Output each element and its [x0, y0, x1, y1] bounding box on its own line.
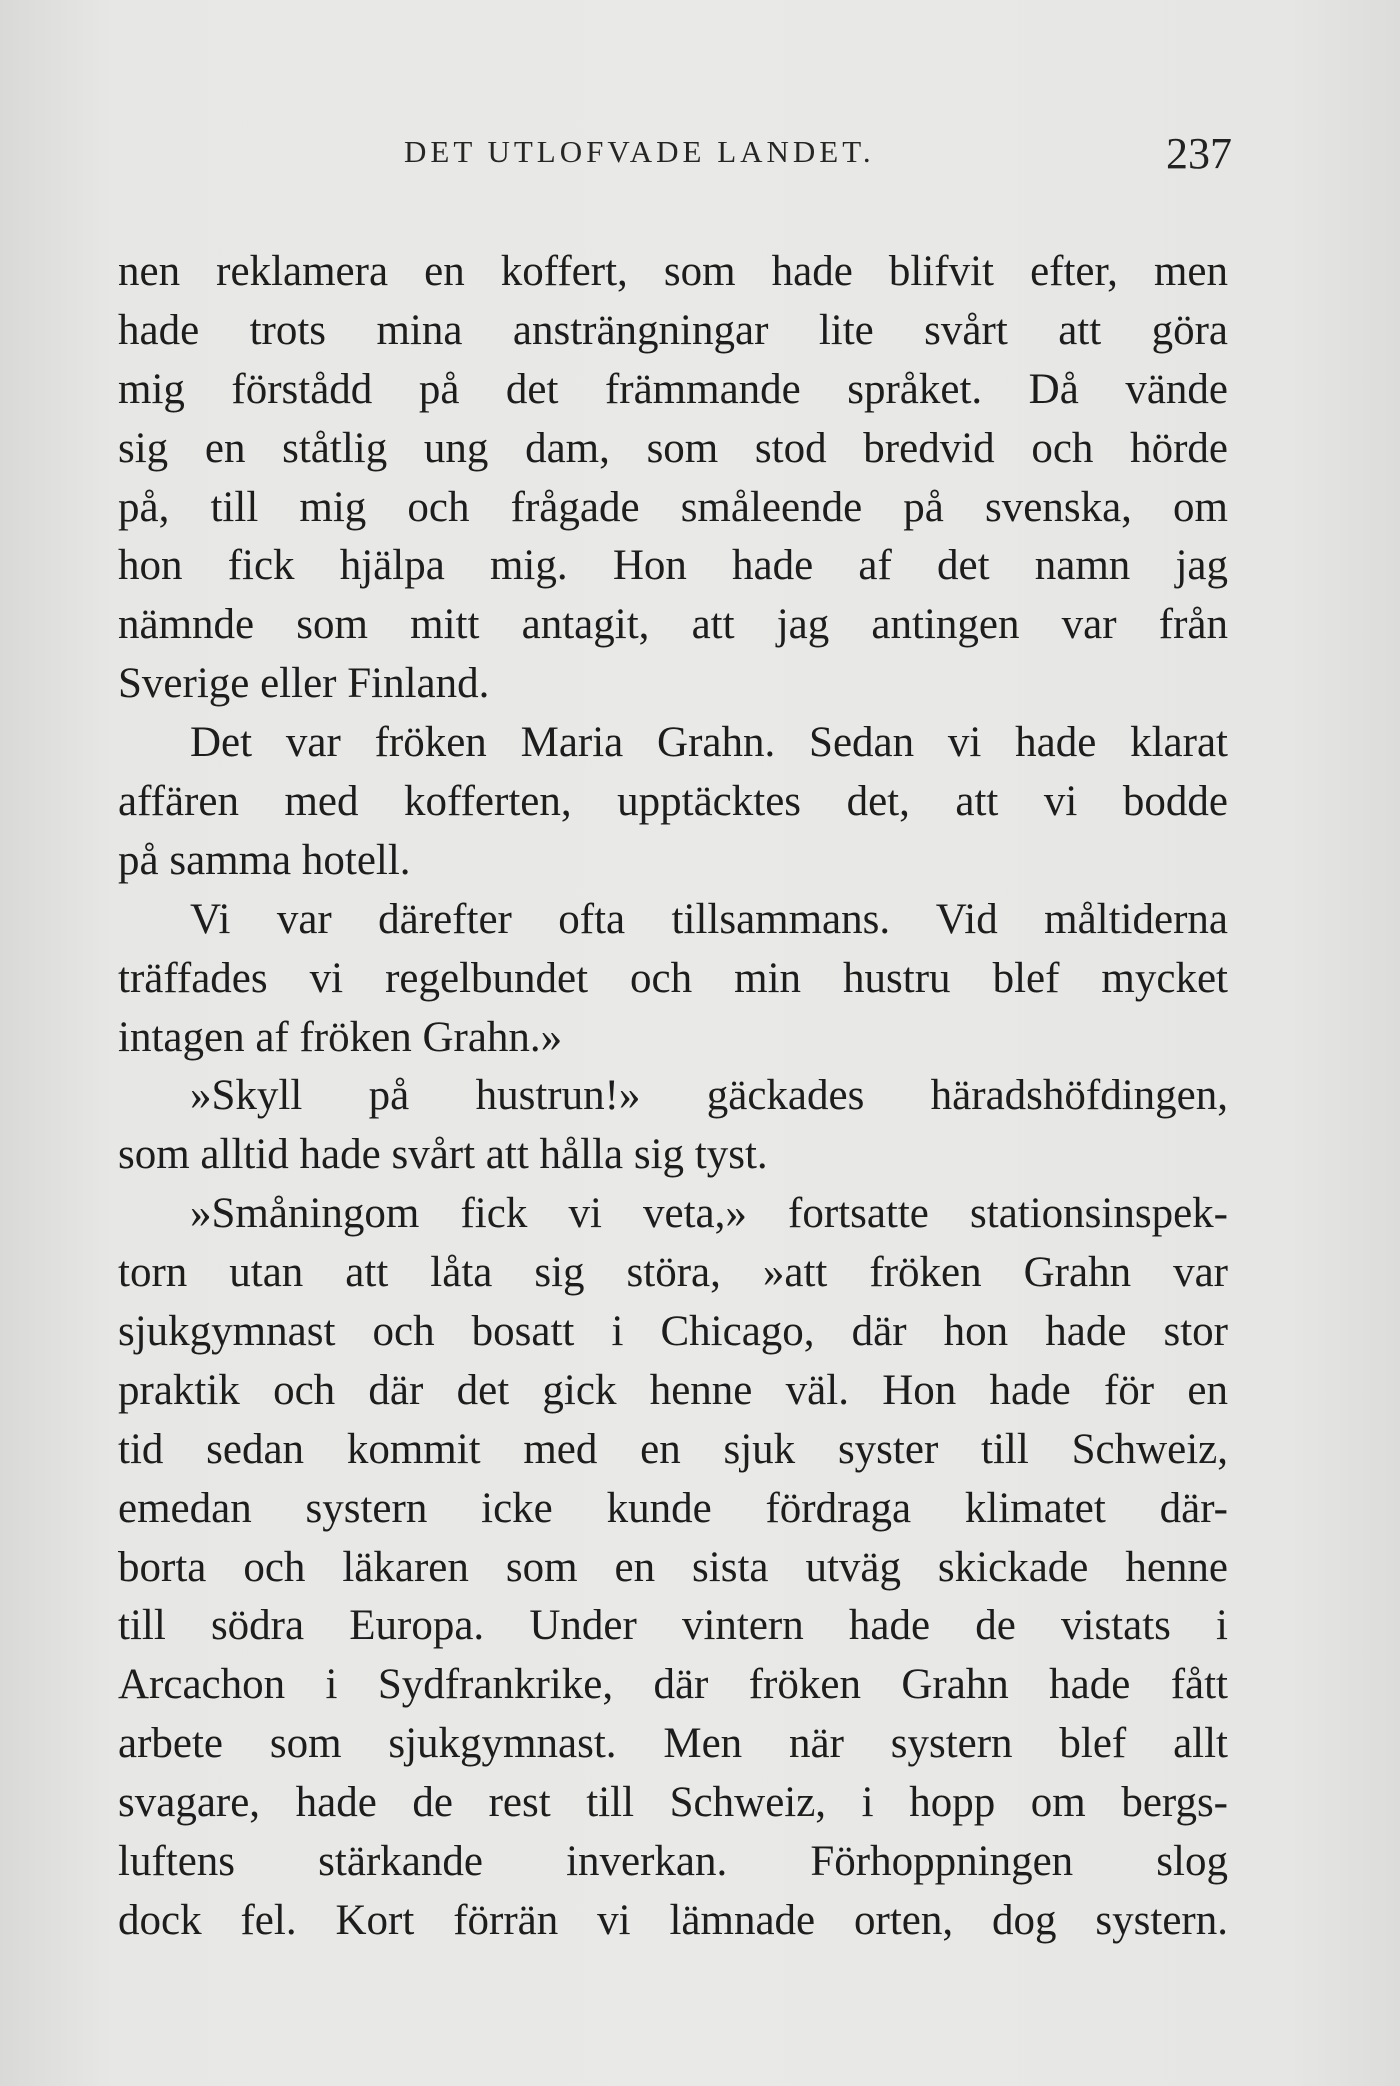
text-line: nen reklamera en koffert, som hade blifvit efter, men [118, 248, 1228, 295]
page-header [118, 128, 1232, 188]
text-line: affären med kofferten, upptäcktes det, att vi bodde [118, 778, 1228, 826]
text-line: sig en ståtlig ung dam, som stod bredvid och hörde [118, 424, 1228, 472]
text-line: arbete som sjukgymnast. Men när systern blef allt [118, 1720, 1228, 1768]
text-line: intagen af fröken Grahn.» [118, 1013, 563, 1061]
text-line: Det var fröken Maria Grahn. Sedan vi hade klarat [190, 719, 1228, 767]
text-line: nämnde som mitt antagit, att jag antingen var från [118, 601, 1228, 649]
text-line: på, till mig och frågade småleende på svenska, om [118, 483, 1228, 531]
text-line: praktik och där det gick henne väl. Hon hade för en [118, 1366, 1228, 1414]
text-line: »Småningom fick vi veta,» fortsatte stationsinspek- [190, 1190, 1228, 1238]
text-line: hon fick hjälpa mig. Hon hade af det namn jag [118, 542, 1228, 590]
text-line: luftens stärkande inverkan. Förhoppningen slog [118, 1838, 1228, 1886]
text-line: torn utan att låta sig störa, »att fröken Grahn var [118, 1249, 1228, 1297]
text-line: svagare, hade de rest till Schweiz, i hopp om bergs- [118, 1779, 1228, 1827]
text-line: som alltid hade svårt att hålla sig tyst. [118, 1131, 768, 1179]
page-number: 237 [1166, 129, 1232, 178]
text-line: borta och läkaren som en sista utväg skickade henne [118, 1543, 1228, 1591]
text-line: hade trots mina ansträngningar lite svårt att göra [118, 306, 1228, 354]
text-line: dock fel. Kort förrän vi lämnade orten, dog systern. [118, 1896, 1228, 1944]
text-line: Arcachon i Sydfrankrike, där fröken Grahn hade fått [118, 1661, 1228, 1709]
text-line: Vi var därefter ofta tillsammans. Vid måltiderna [190, 895, 1228, 943]
text-line: »Skyll på hustrun!» gäckades häradshöfdingen, [190, 1072, 1228, 1120]
text-line: mig förstådd på det främmande språket. Då vände [118, 365, 1228, 413]
text-line: till södra Europa. Under vintern hade de vistats i [118, 1602, 1228, 1650]
text-line: Sverige eller Finland. [118, 660, 490, 708]
running-title: DET UTLOFVADE LANDET. [404, 134, 875, 169]
text-line: sjukgymnast och bosatt i Chicago, där hon hade stor [118, 1308, 1228, 1356]
text-line: på samma hotell. [118, 836, 411, 884]
text-line: träffades vi regelbundet och min hustru blef mycket [118, 954, 1228, 1002]
text-line: emedan systern icke kunde fördraga klimatet där- [118, 1484, 1228, 1532]
text-line: tid sedan kommit med en sjuk syster till Schweiz, [118, 1425, 1228, 1473]
body-text [118, 243, 1228, 1951]
